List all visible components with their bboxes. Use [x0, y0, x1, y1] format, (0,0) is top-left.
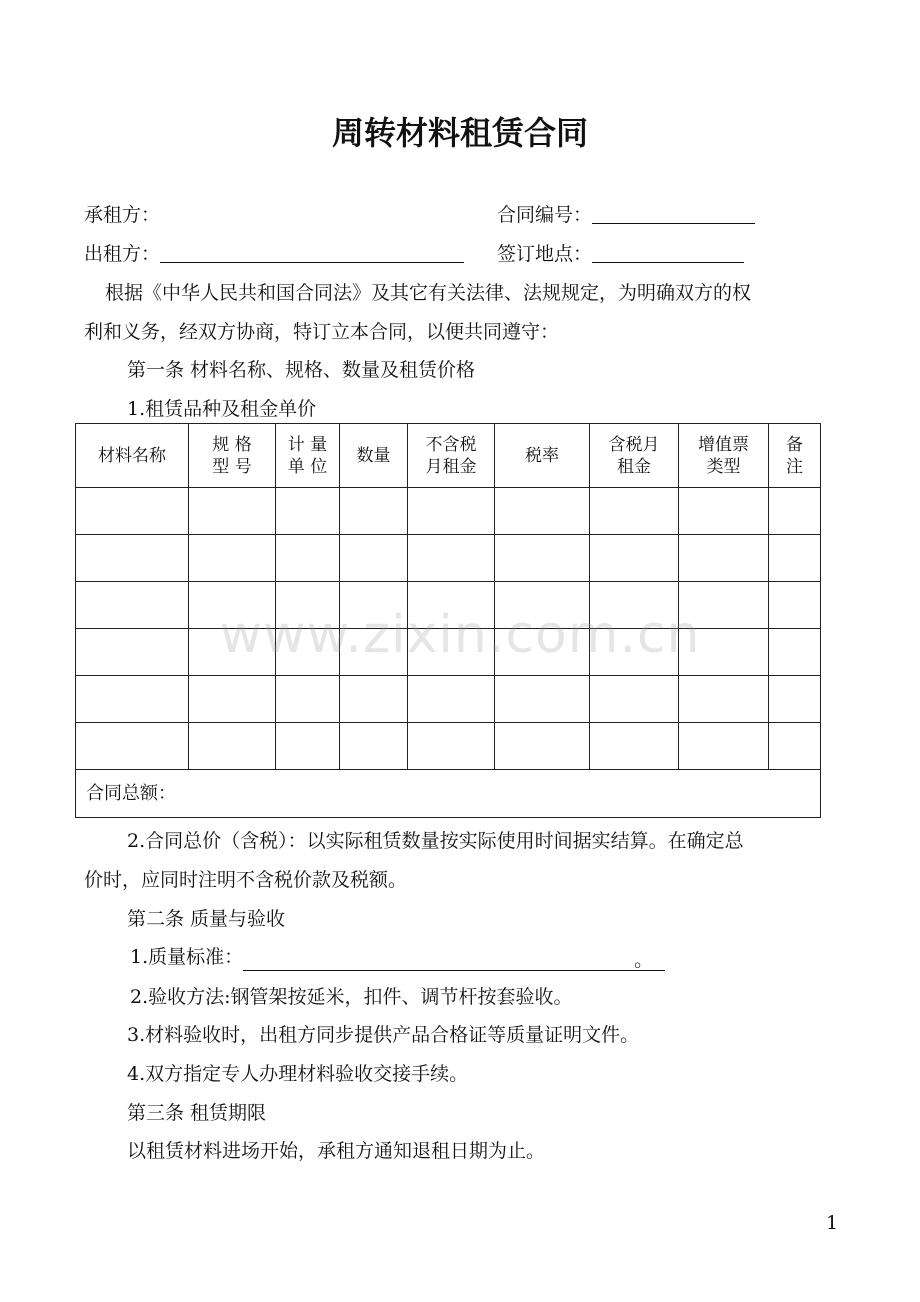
table-row	[76, 582, 821, 629]
page-number: 1	[826, 1212, 839, 1234]
table-header-row	[76, 424, 821, 488]
lessor-blank[interactable]	[160, 242, 464, 263]
article-2-item-3: 3.材料验收时，出租方同步提供产品合格证等质量证明文件。	[127, 1024, 640, 1046]
quality-standard-blank[interactable]: 。	[243, 950, 665, 971]
lessee-label: 承租方：	[84, 204, 161, 226]
sign-place-label: 签订地点：	[497, 243, 593, 265]
col-pretax-rent: 不含税 月租金	[408, 424, 495, 488]
table-row	[76, 723, 821, 770]
contract-number-blank[interactable]	[592, 203, 755, 224]
article-1-item-2-line-1: 2.合同总价（含税）：以实际租赁数量按实际使用时间据实结算。在确定总	[127, 830, 744, 852]
col-spec-model: 规 格 型 号	[189, 424, 276, 488]
article-2-item-4: 4.双方指定专人办理材料验收交接手续。	[127, 1063, 469, 1085]
lessor-label: 出租方：	[84, 243, 161, 265]
lessee-field[interactable]	[84, 203, 160, 227]
intro-line-2: 利和义务，经双方协商，特订立本合同，以便共同遵守：	[84, 321, 560, 343]
watermark: www.zixin.com.cn	[219, 605, 701, 665]
quality-standard-label: 1.质量标准：	[130, 946, 244, 968]
contract-total-label: 合同总额：	[86, 782, 176, 804]
article-1-item-2-line-2: 价时，应同时注明不含税价款及税额。	[84, 869, 408, 891]
contract-title: 周转材料租赁合同	[331, 114, 588, 152]
article-1-heading: 第一条 材料名称、规格、数量及租赁价格	[127, 359, 476, 381]
col-material-name: 材料名称	[76, 424, 189, 488]
article-3-heading: 第三条 租赁期限	[127, 1102, 267, 1124]
quality-standard-field[interactable]	[130, 945, 665, 971]
intro-line-1: 根据《中华人民共和国合同法》及其它有关法律、法规规定，为明确双方的权	[105, 282, 752, 304]
lessor-field[interactable]	[84, 242, 464, 266]
sign-place-blank[interactable]	[592, 242, 744, 263]
contract-total-row	[76, 770, 821, 818]
article-2-heading: 第二条 质量与验收	[127, 908, 286, 930]
col-tax-rate: 税率	[495, 424, 590, 488]
col-invoice-type: 增值票 类型	[679, 424, 769, 488]
col-quantity: 数量	[340, 424, 408, 488]
col-unit: 计 量 单 位	[276, 424, 340, 488]
table-row	[76, 488, 821, 535]
col-remark: 备 注	[769, 424, 821, 488]
contract-number-field[interactable]	[497, 203, 755, 227]
table-row	[76, 535, 821, 582]
rental-price-table	[75, 423, 821, 818]
contract-number-label: 合同编号：	[497, 204, 593, 226]
col-withtax-rent: 含税月 租金	[590, 424, 679, 488]
article-2-item-2: 2.验收方法:钢管架按延米，扣件、调节杆按套验收。	[130, 986, 573, 1008]
table-row	[76, 676, 821, 723]
sign-place-field[interactable]	[497, 242, 744, 266]
article-3-text: 以租赁材料进场开始，承租方通知退租日期为止。	[127, 1140, 546, 1162]
table-row	[76, 629, 821, 676]
contract-total-cell[interactable]	[76, 770, 821, 818]
article-1-item-1: 1.租赁品种及租金单价	[127, 398, 317, 420]
